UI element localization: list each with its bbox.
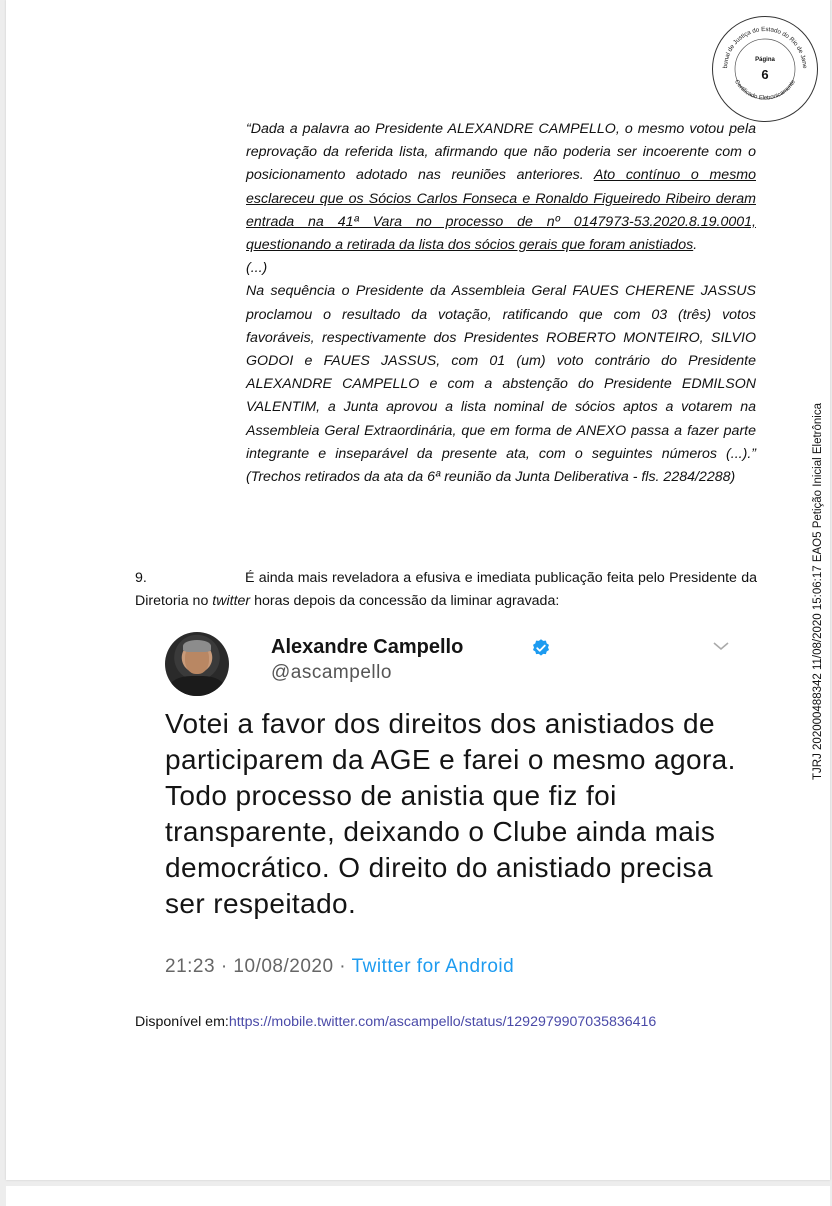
seal-top-text: bunal de Justiça do Estado do Rio de Jane <box>721 25 809 69</box>
seal-label: Página <box>755 57 775 63</box>
seal-bottom-text: Certificado Eletronicamente <box>733 79 797 102</box>
paragraph-number: 9. <box>135 570 147 586</box>
underlined-passage: Ato contínuo o mesmo esclareceu que os Sócios Carlos Fonseca e Ronaldo Figueiredo Ribeiro deram entrada na 41ª Vara no processo de nº 0147973-53.2020.8.19.0001, questionando a retirada da lista dos sócios gerais que foram anistiados <box>246 167 756 254</box>
tweet-handle: @ascampello <box>271 662 392 683</box>
svg-text:Certificado Eletronicamente <box>733 79 797 102</box>
tweet-timestamp: 21:23 · 10/08/2020 · <box>165 956 352 977</box>
tweet-text: Votei a favor dos direitos dos anistiados de participarem da AGE e farei o mesmo agora. Todo processo de anistia que fiz foi transparente, deixando o Clube ainda mais democrático. O direito do anistiado precisa ser respeitado. <box>165 708 736 919</box>
available-label: Disponível em: <box>135 1014 229 1030</box>
court-seal <box>712 16 818 122</box>
tweet-meta <box>165 956 514 978</box>
available-at <box>135 1014 656 1030</box>
tweet-source: Twitter for Android <box>351 956 515 977</box>
chevron-down-icon[interactable] <box>712 640 730 652</box>
document-page <box>6 0 830 1180</box>
quote-paragraph-2: Na sequência o Presidente da Assembleia Geral FAUES CHERENE JASSUS proclamou o resultado da votação, ratificando que com 03 (três) votos favoráveis, respectivamente dos Presidentes ROBERTO MONTEIRO, SILVIO GODOI e FAUES JASSUS, com 01 (um) voto contrário do Presidente ALEXANDRE CAMPELLO e com a abstenção do Presidente EDMILSON VALENTIM, a Junta aprovou a lista nominal de sócios aptos a votarem na Assembleia Geral Extraordinária, que em forma de ANEXO passa a fazer parte integrante e inseparável da presente ata, com o seguintes números (...).” (Trechos retirados da ata da 6ª reunião da Junta Deliberativa - fls. 2284/2288) <box>246 283 756 486</box>
electronic-stamp: TJRJ 202000488342 11/08/2020 15:06:17 EAO5 Petição Inicial Eletrônica <box>812 403 824 780</box>
paragraph-9: 9. É ainda mais reveladora a efusiva e imediata publicação feita pelo Presidente da Diretoria no twitter horas depois da concessão da liminar agravada: <box>135 567 757 613</box>
tweet-author-name: Alexandre Campello <box>271 636 464 658</box>
quote-ellipsis: (...) <box>246 260 268 277</box>
tweet-link[interactable]: https://mobile.twitter.com/ascampello/status/1292979907035836416 <box>228 1014 657 1030</box>
avatar <box>165 632 229 696</box>
next-page-edge <box>6 1186 830 1206</box>
tweet-screenshot <box>135 612 765 990</box>
quoted-excerpt <box>246 118 756 489</box>
verified-badge-icon <box>531 638 551 658</box>
page-number: 6 <box>761 67 769 82</box>
quote-paragraph-1: “Dada a palavra ao Presidente ALEXANDRE CAMPELLO, o mesmo votou pela reprovação da referida lista, afirmando que não poderia ser incoerente com o posicionamento adotado nas reuniões anteriores. Ato contínuo o mesmo esclareceu que os Sócios Carlos Fonseca e Ronaldo Figueiredo Ribeiro deram entrada na 41ª Vara no processo de nº 0147973-53.2020.8.19.0001, questionando a retirada da lista dos sócios gerais que foram anistiados. <box>246 121 756 254</box>
